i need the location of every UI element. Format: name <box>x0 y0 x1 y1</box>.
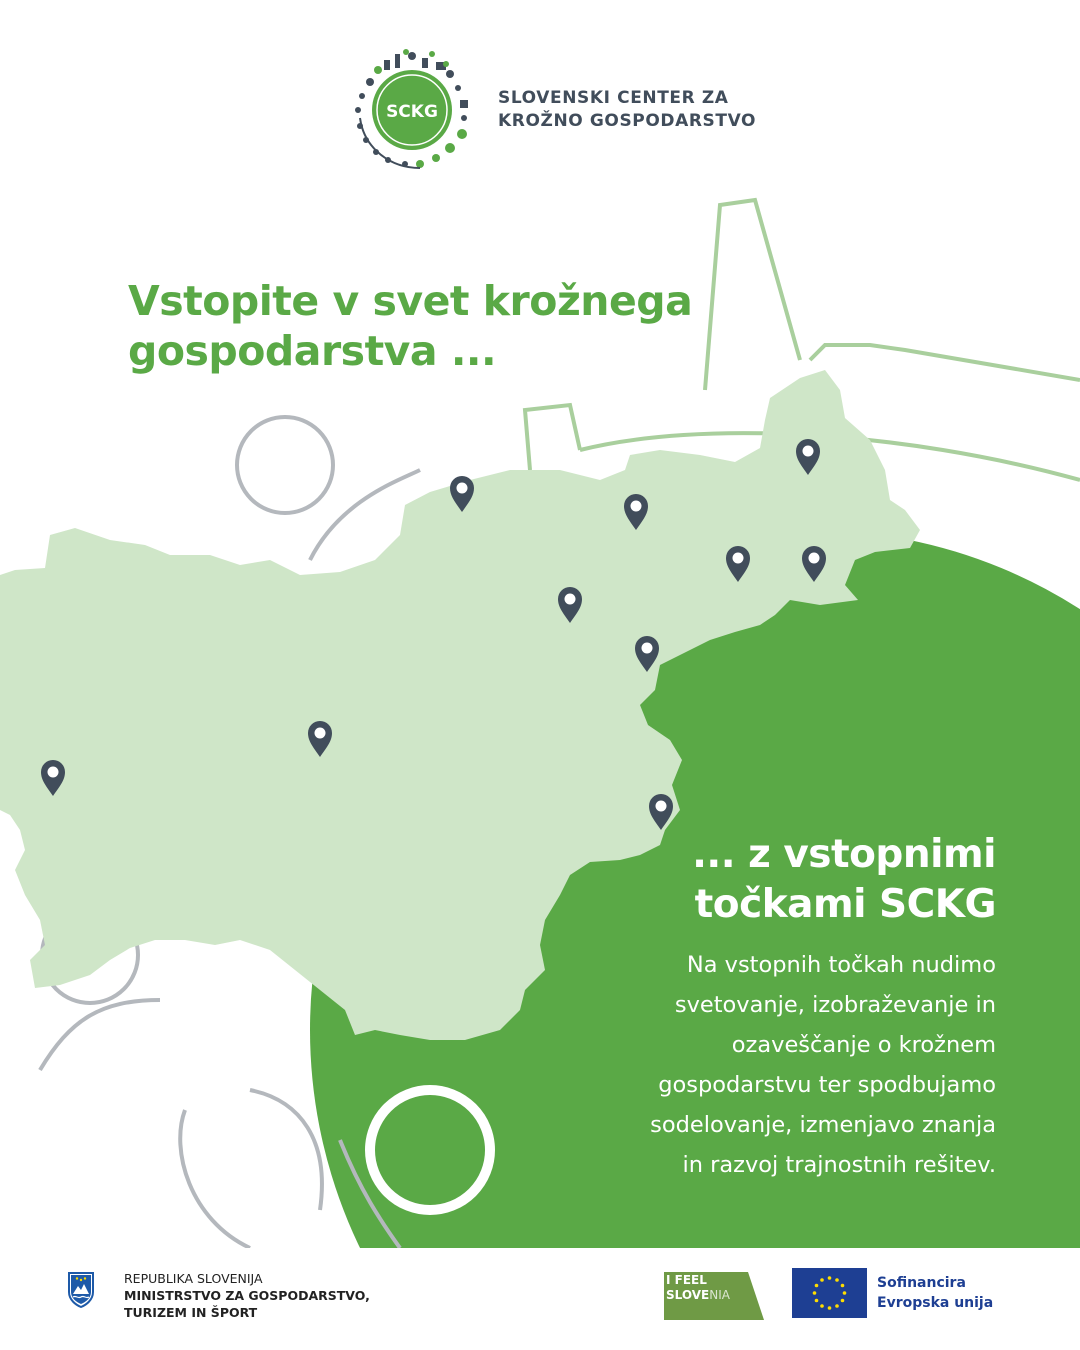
nia-text: NIA <box>709 1288 730 1302</box>
body-paragraph <box>476 945 996 1185</box>
subheadline-line2: točkami SCKG <box>694 882 996 927</box>
map-pin-icon <box>726 546 750 582</box>
body-line: ozaveščanje o krožnem <box>731 1032 996 1058</box>
map-pin-icon <box>308 721 332 757</box>
subheadline-line1: ... z vstopnimi <box>692 832 996 877</box>
body-line: svetovanje, izobraževanje in <box>674 992 996 1018</box>
map-pin-icon <box>802 546 826 582</box>
map-pin-icon <box>450 476 474 512</box>
ministry-line1: REPUBLIKA SLOVENIJA <box>124 1271 263 1286</box>
eu-line1: Sofinancira <box>877 1275 966 1291</box>
ministry-logo <box>68 1270 370 1321</box>
map-pin-icon <box>624 494 648 530</box>
body-line: gospodarstvu ter spodbujamo <box>658 1072 996 1098</box>
ministry-text <box>124 1270 370 1321</box>
footer <box>0 1248 1080 1350</box>
organization-name-line1: SLOVENSKI CENTER ZA <box>498 88 729 108</box>
slove-text: SLOVE <box>666 1288 710 1302</box>
map-pin-icon <box>796 439 820 475</box>
subheadline <box>692 830 996 930</box>
body-line: sodelovanje, izmenjavo znanja <box>650 1112 996 1138</box>
map-pin-icon <box>41 760 65 796</box>
i-feel-slovenia-text <box>666 1273 730 1303</box>
map-pin-icon <box>635 636 659 672</box>
slovenia-crest-icon <box>68 1272 94 1308</box>
map-pin-icon <box>558 587 582 623</box>
eu-line2: Evropska unija <box>877 1295 994 1311</box>
i-feel-line1: I FEEL <box>666 1273 707 1287</box>
eu-cofunding-text <box>877 1273 993 1313</box>
body-line: Na vstopnih točkah nudimo <box>686 952 996 978</box>
organization-name-line2: KROŽNO GOSPODARSTVO <box>498 111 757 131</box>
body-line: in razvoj trajnostnih rešitev. <box>682 1152 996 1178</box>
headline-line1: Vstopite v svet krožnega <box>128 277 693 325</box>
i-feel-line2 <box>666 1288 730 1303</box>
logo-text: SCKG <box>386 102 438 122</box>
ministry-line2: MINISTRSTVO ZA GOSPODARSTVO, <box>124 1288 370 1303</box>
eu-flag-icon <box>792 1268 867 1318</box>
map-pin-icon <box>649 794 673 830</box>
headline-line2: gospodarstva ... <box>128 327 497 375</box>
ministry-line3: TURIZEM IN ŠPORT <box>124 1305 258 1320</box>
